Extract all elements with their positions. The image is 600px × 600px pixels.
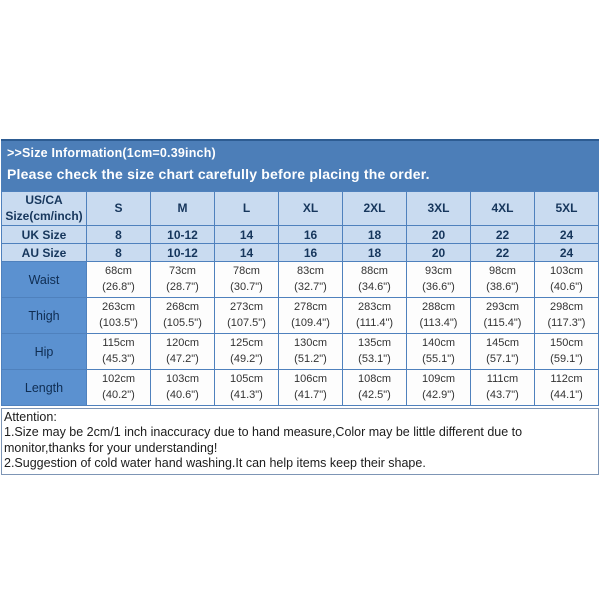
- measurement-row-length: [2, 370, 599, 406]
- au-size-value: 14: [215, 244, 279, 262]
- measurement-cell: [407, 334, 471, 370]
- cm-value: 273cm: [229, 300, 264, 313]
- cm-value: 109cm: [421, 372, 456, 385]
- uk-size-value: 8: [87, 226, 151, 244]
- au-size-value: 20: [407, 244, 471, 262]
- cm-value: 106cm: [293, 372, 328, 385]
- size-chart-content: [1, 139, 599, 475]
- inch-value: (40.6"): [166, 388, 199, 401]
- measurement-cell: [471, 262, 535, 298]
- inch-value: (41.3"): [230, 388, 263, 401]
- cm-value: 293cm: [485, 300, 520, 313]
- inch-value: (109.4"): [291, 316, 330, 329]
- cm-value: 125cm: [229, 336, 264, 349]
- measurement-cell: [471, 298, 535, 334]
- corner-header: US/CA Size(cm/inch): [2, 192, 87, 226]
- inch-value: (42.5"): [358, 388, 391, 401]
- banner-subtitle: Please check the size chart carefully before placing the order.: [7, 166, 430, 182]
- measurement-cell: [343, 262, 407, 298]
- measurement-row-thigh: [2, 298, 599, 334]
- measurement-cell: [279, 262, 343, 298]
- measurement-label: Thigh: [2, 298, 87, 334]
- measurement-cell: [151, 370, 215, 406]
- cm-value: 111cm: [486, 372, 519, 385]
- cm-value: 98cm: [489, 264, 516, 277]
- cm-value: 108cm: [357, 372, 392, 385]
- uk-size-value: 18: [343, 226, 407, 244]
- au-size-value: 8: [87, 244, 151, 262]
- measurement-cell: [87, 370, 151, 406]
- measurement-label: Hip: [2, 334, 87, 370]
- au-size-value: 24: [535, 244, 599, 262]
- au-size-row: [2, 244, 599, 262]
- inch-value: (113.4"): [419, 316, 458, 329]
- size-table: [1, 191, 599, 406]
- inch-value: (59.1"): [550, 352, 583, 365]
- measurement-cell: [535, 370, 599, 406]
- cm-value: 150cm: [549, 336, 584, 349]
- measurement-cell: [407, 262, 471, 298]
- measurement-cell: [151, 334, 215, 370]
- cm-value: 130cm: [293, 336, 328, 349]
- measurement-cell: [279, 334, 343, 370]
- attention-box: [1, 408, 599, 475]
- measurement-cell: [535, 262, 599, 298]
- cm-value: 73cm: [169, 264, 196, 277]
- inch-value: (26.8"): [102, 280, 135, 293]
- inch-value: (43.7"): [486, 388, 519, 401]
- banner: [1, 139, 599, 191]
- cm-value: 103cm: [549, 264, 584, 277]
- cm-value: 83cm: [297, 264, 324, 277]
- inch-value: (42.9"): [422, 388, 455, 401]
- cm-value: 102cm: [101, 372, 136, 385]
- inch-value: (44.1"): [550, 388, 583, 401]
- inch-value: (32.7"): [294, 280, 327, 293]
- size-header-5xl: 5XL: [535, 192, 599, 226]
- cm-value: 145cm: [485, 336, 520, 349]
- cm-value: 135cm: [357, 336, 392, 349]
- uk-size-value: 10-12: [151, 226, 215, 244]
- size-header-s: S: [87, 192, 151, 226]
- attention-note-1: 1.Size may be 2cm/1 inch inaccuracy due to hand measure,Color may be little different due to monitor,thanks for your understanding!: [4, 425, 523, 455]
- measurement-cell: [87, 298, 151, 334]
- inch-value: (47.2"): [166, 352, 199, 365]
- au-size-value: 22: [471, 244, 535, 262]
- cm-value: 283cm: [357, 300, 392, 313]
- measurement-cell: [407, 298, 471, 334]
- size-header-4xl: 4XL: [471, 192, 535, 226]
- cm-value: 278cm: [293, 300, 328, 313]
- inch-value: (111.4"): [355, 316, 394, 329]
- cm-value: 88cm: [361, 264, 388, 277]
- measurement-cell: [215, 334, 279, 370]
- cm-value: 103cm: [165, 372, 200, 385]
- measurement-cell: [343, 298, 407, 334]
- au-size-value: 16: [279, 244, 343, 262]
- measurement-row-hip: [2, 334, 599, 370]
- uk-size-value: 14: [215, 226, 279, 244]
- uk-size-row: [2, 226, 599, 244]
- cm-value: 115cm: [102, 336, 135, 349]
- cm-value: 120cm: [165, 336, 200, 349]
- measurement-cell: [151, 262, 215, 298]
- cm-value: 298cm: [549, 300, 584, 313]
- measurement-label: Waist: [2, 262, 87, 298]
- banner-title: >>Size Information(1cm=0.39inch): [7, 146, 216, 160]
- inch-value: (117.3"): [547, 316, 586, 329]
- measurement-label: Length: [2, 370, 87, 406]
- cm-value: 140cm: [421, 336, 456, 349]
- cm-value: 105cm: [229, 372, 264, 385]
- size-header-2xl: 2XL: [343, 192, 407, 226]
- inch-value: (38.6"): [486, 280, 519, 293]
- inch-value: (115.4"): [483, 316, 522, 329]
- inch-value: (41.7"): [294, 388, 327, 401]
- cm-value: 78cm: [233, 264, 260, 277]
- uk-size-value: 24: [535, 226, 599, 244]
- cm-value: 268cm: [165, 300, 200, 313]
- size-header-m: M: [151, 192, 215, 226]
- attention-note-2: 2.Suggestion of cold water hand washing.It can help items keep their shape.: [4, 455, 426, 470]
- measurement-row-waist: [2, 262, 599, 298]
- measurement-cell: [407, 370, 471, 406]
- cm-value: 93cm: [425, 264, 452, 277]
- inch-value: (103.5"): [99, 316, 138, 329]
- measurement-cell: [535, 298, 599, 334]
- cm-value: 112cm: [550, 372, 583, 385]
- measurement-cell: [87, 262, 151, 298]
- inch-value: (105.5"): [163, 316, 202, 329]
- au-size-value: 10-12: [151, 244, 215, 262]
- size-header-row: [2, 192, 599, 226]
- uk-size-value: 16: [279, 226, 343, 244]
- measurement-cell: [215, 370, 279, 406]
- size-header-xl: XL: [279, 192, 343, 226]
- inch-value: (57.1"): [486, 352, 519, 365]
- inch-value: (28.7"): [166, 280, 199, 293]
- measurement-cell: [471, 334, 535, 370]
- inch-value: (53.1"): [358, 352, 391, 365]
- cm-value: 68cm: [105, 264, 132, 277]
- inch-value: (36.6"): [422, 280, 455, 293]
- inch-value: (45.3"): [102, 352, 135, 365]
- measurement-cell: [151, 298, 215, 334]
- cm-value: 288cm: [421, 300, 456, 313]
- inch-value: (55.1"): [422, 352, 455, 365]
- measurement-cell: [279, 370, 343, 406]
- uk-size-label: UK Size: [2, 226, 87, 244]
- measurement-cell: [87, 334, 151, 370]
- uk-size-value: 22: [471, 226, 535, 244]
- au-size-label: AU Size: [2, 244, 87, 262]
- inch-value: (49.2"): [230, 352, 263, 365]
- measurement-cell: [343, 370, 407, 406]
- inch-value: (40.2"): [102, 388, 135, 401]
- measurement-cell: [471, 370, 535, 406]
- inch-value: (51.2"): [294, 352, 327, 365]
- measurement-cell: [535, 334, 599, 370]
- attention-title: Attention:: [4, 410, 57, 424]
- measurement-cell: [215, 298, 279, 334]
- cm-value: 263cm: [101, 300, 136, 313]
- inch-value: (30.7"): [230, 280, 263, 293]
- measurement-cell: [343, 334, 407, 370]
- inch-value: (107.5"): [227, 316, 266, 329]
- uk-size-value: 20: [407, 226, 471, 244]
- inch-value: (34.6"): [358, 280, 391, 293]
- au-size-value: 18: [343, 244, 407, 262]
- size-header-3xl: 3XL: [407, 192, 471, 226]
- measurement-cell: [279, 298, 343, 334]
- size-header-l: L: [215, 192, 279, 226]
- measurement-cell: [215, 262, 279, 298]
- inch-value: (40.6"): [550, 280, 583, 293]
